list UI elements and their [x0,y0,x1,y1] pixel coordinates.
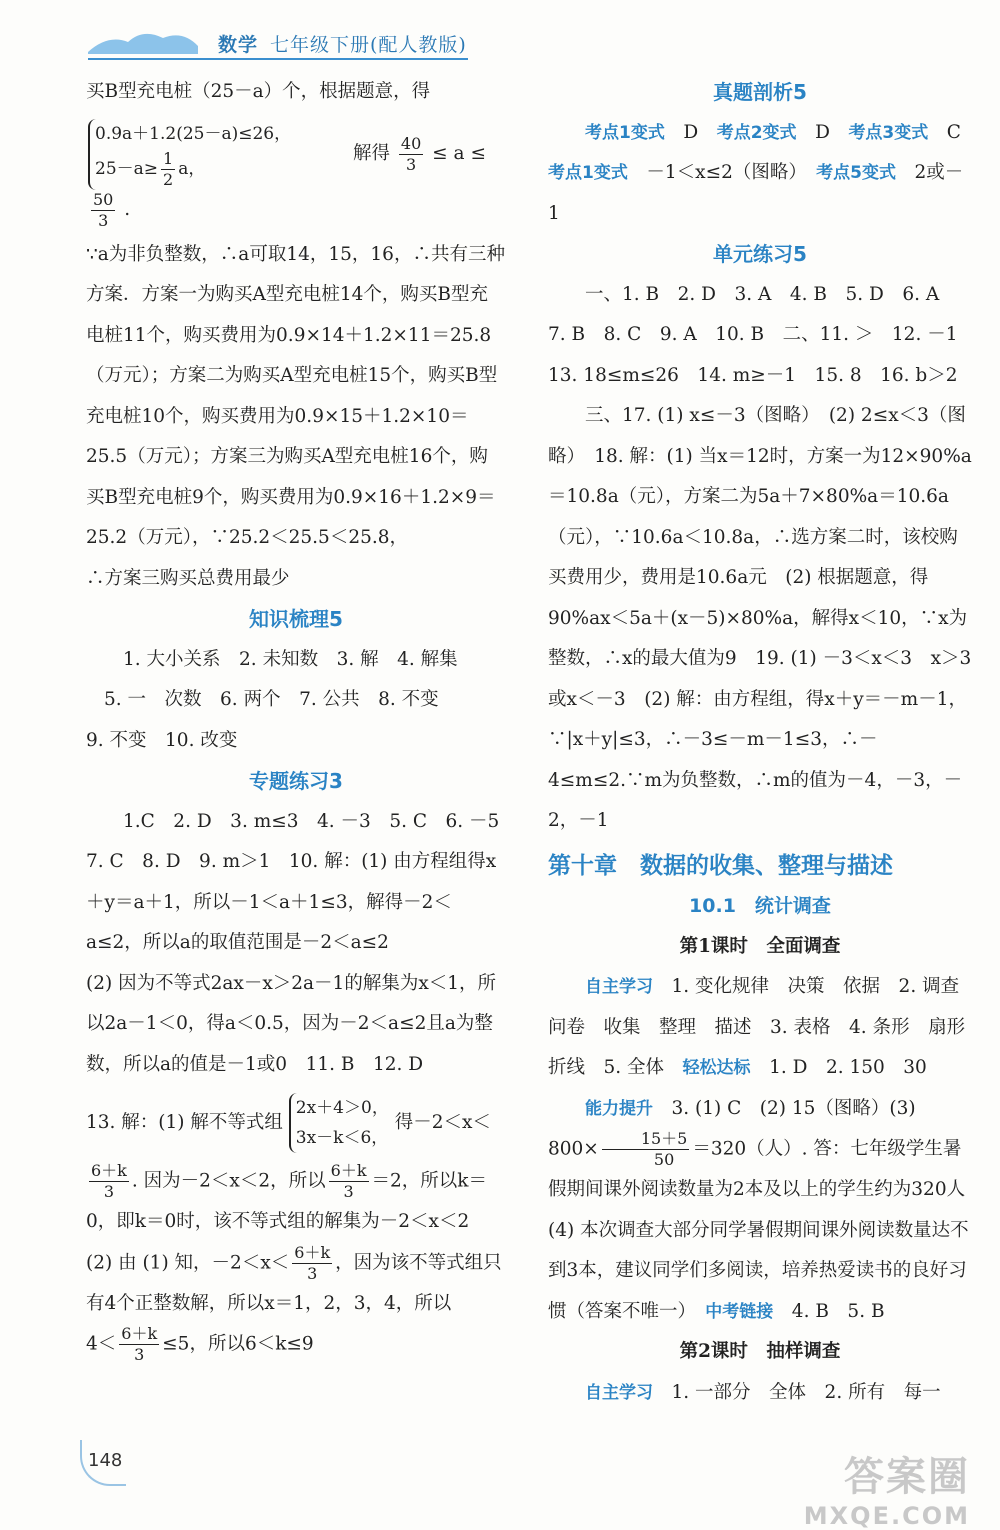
fraction-den: 3 [134,1345,145,1364]
left-solution-text: ∵a为非负整数，∴a可取14，15，16，∴共有三种方案．方案一为购买A型充电桩14个，购买B型充电桩11个，购买费用为0.9×14＋1.2×11＝25.8（万元）；方案二为购买A型充电桩15个，购买B型充电桩10个，购买费用为0.9×15＋1.2×10＝25.5（万元）；方案三为购买A型充电桩16个，购买B型充电桩9个，购买费用为0.9×16＋1.2×9＝25.2（万元），∵25.2＜25.5＜25.8， [86,243,505,548]
tag-easy: 轻松达标 [682,1058,751,1078]
system-row-2-pre: 25－a≥ [95,158,159,179]
fraction-20-50 [602,1129,690,1170]
tag-exam-link: 中考链接 [705,1301,774,1322]
lesson-2-title: 第2课时 抽样调查 [679,1341,841,1362]
fraction-den: 3 [307,1263,318,1283]
q13-line-2 [86,1161,506,1243]
header-book: 七年级下册(配人教版) [270,34,467,56]
fraction-den: 3 [343,1182,354,1201]
exam-analysis-answers [548,113,972,235]
q13-l3b: ，因为该不等式组只有4个正整数解，所以x＝1，2，3，4，所以 [86,1252,502,1314]
answer-3: C [946,121,961,143]
system-row-1: 0.9a＋1.2(25－a)≤26， [95,123,292,144]
lesson-1-title: 第1课时 全面调查 [679,935,841,957]
knowledge-line-3: 9. 不变 10. 改变 [86,729,238,751]
tag-ability: 能力提升 [585,1098,653,1119]
fraction-den: 3 [98,210,109,230]
watermark-logo: 答案圈 [844,1454,970,1500]
system-row-2-post: a， [178,158,206,179]
fraction-40-3 [399,134,423,175]
fraction-num: 1 [163,148,174,168]
q13-l3a: (2) 由 (1) 知，－2＜x＜ [86,1252,290,1273]
system2-row-1: 2x＋4＞0， [295,1098,389,1118]
fraction-num: 15＋5 [602,1129,690,1150]
knowledge-line-2: 5. 一 次数 6. 两个 7. 公共 8. 不变 [104,689,439,710]
answer-2: D [815,121,830,143]
cloud-wave-icon [88,24,198,54]
q13-post: 得－2＜x＜ [394,1112,491,1133]
fraction-6k-3 [89,1161,129,1202]
q13-l2b: ＝2，所以k＝0，即k＝0时，该不等式组的解集为－2＜x＜2 [86,1170,488,1232]
right-column [548,72,984,1413]
easy-answers: 1. D 2. 150 30 [769,1057,927,1078]
fraction-num: 6＋k [294,1242,331,1262]
answer-5: 2或－1 [548,162,964,224]
ability-line-2: ＝320（人）. 答：七年级学生暑假期间课外阅读数量为2本及以上的学生约为320人 (4) 本次调查大部分同学暑假期间课外阅读数量达不到3本，建议同学们多阅读，培养热爱读书的良好习惯（答案不唯一） [548,1138,984,1322]
topic-answers-2: (2) 因为不等式2ax－x＞2a－1的解集为x＜1，所以2a－1＜0，得a＜0.5，因为－2＜a≤2且a为整数，所以a的值是－1或0 11. B 12. D [86,972,497,1075]
inequality-system-1 [88,119,506,231]
fraction-half [161,149,175,190]
fraction-den: 50 [653,1150,675,1169]
unit-answers-1: 一、1. B 2. D 3. A 4. B 5. D 6. A 7. B 8. C 9. A 10. B 二、11. ＞ 12. －1 13. 18≤m≤26 14. m≥－1 15. 8 16. b＞2 [548,283,976,386]
ability-answers [548,1089,984,1333]
lesson-2-answers [548,1373,972,1414]
tag-point-1: 考点1变式 [585,122,665,143]
section-title: 10.1 统计调查 [689,895,831,917]
tag-self-study: 自主学习 [585,977,653,997]
fraction-num: 6＋k [330,1161,367,1180]
page-number: 148 [88,1450,123,1471]
system-row-2 [95,149,291,190]
fraction-num: 6＋k [121,1324,158,1343]
fraction-den: 3 [103,1182,115,1201]
self-study-answers-2: 1. 一部分 全体 2. 所有 每一 [671,1381,941,1403]
system-brace [88,119,291,190]
tag-point-4: 考点1变式 [548,163,628,183]
system-brace-2 [289,1093,389,1153]
header-title [218,30,467,57]
q13-l4a: 4＜ [86,1333,117,1355]
exam-link-answers: 4. B 5. B [791,1300,885,1322]
solve-end: . [124,199,131,220]
q13-l2a: . 因为－2＜x＜2，所以 [131,1170,326,1192]
tag-point-3: 考点3变式 [848,122,929,143]
unit-answers-2: 三、17. (1) x≤－3（图略） (2) 2≤x＜3（图略） 18. 解：(1) 当x＝12时，方案一为12×90%a＝10.8a（元），方案二为5a＋7×80%a＝10.6a（元），∵10.6a＜10.8a，∴选方案二时，该校购买费用少，费用是10.6a元 (2) 根据题意，得90%ax＜5a＋(x－5)×80%a，解得x＜10，∵x为整数，∴x的最大值为9 19. (1) －3＜x＜3 x＞3或x＜－3 (2) 解：由方程组，得x＋y＝－m－1，∵|x＋y|≤3，∴－3≤－m－1≤3，∴－4≤m≤2.∵m为负整数，∴m的值为－4，－3，－2，－1 [548,405,972,831]
header-subject: 数学 [218,34,259,56]
heading-unit-practice: 单元练习5 [713,242,807,266]
heading-knowledge-review: 知识梳理5 [249,607,343,631]
heading-exam-analysis: 真题剖析5 [713,80,807,104]
self-study-answers: 1. 变化规律 决策 依据 2. 调查问卷 收集 整理 描述 3. 表格 4. 条形 扇形 折线 5. 全体 [548,976,984,1078]
solve-pre: 解得 [353,143,391,164]
left-conclusion: ∴方案三购买总费用最少 [86,567,290,589]
topic-answers-1: 1.C 2. D 3. m≤3 4. －3 5. C 6. －5 7. C 8. D 9. m＞1 10. 解：(1) 由方程组得x＋y＝a＋1，所以－1＜a＋1≤3，解得－2＜a≤2，所以a的取值范围是－2＜a≤2 [86,810,518,953]
system2-row-2: 3x－k＜6， [295,1128,389,1148]
fraction-num: 40 [400,133,422,153]
left-line-1: 买B型充电桩（25－a）个，根据题意，得 [86,81,431,102]
q13-line-3 [86,1243,506,1325]
fraction-6k-3 [119,1324,159,1365]
fraction-num: 6＋k [91,1161,127,1180]
ability-line-1: 3. (1) C (2) 15（图略）(3) 800× [548,1097,916,1160]
watermark [804,1445,970,1530]
answer-1: D [683,121,699,143]
header-rule [88,58,468,60]
watermark-url: MXQE.COM [803,1502,970,1530]
left-column [86,72,518,1365]
chapter-title: 第十章 数据的收集、整理与描述 [548,852,893,879]
solve-mid: ≤ a ≤ [432,143,486,164]
fraction-6k-3 [292,1243,332,1284]
heading-topic-practice: 专题练习3 [249,769,343,793]
fraction-6k-3 [329,1161,369,1202]
tag-point-2: 考点2变式 [716,122,797,143]
q13-pre: 13. 解：(1) 解不等式组 [86,1112,283,1133]
q13-l4b: ≤5，所以6＜k≤9 [162,1333,314,1355]
tag-point-5: 考点5变式 [816,163,896,183]
fraction-50-3 [91,190,115,231]
tag-self-study-2: 自主学习 [585,1382,653,1403]
answer-4: －1＜x≤2（图略） [646,162,798,183]
knowledge-line-1: 1. 大小关系 2. 未知数 3. 解 4. 解集 [123,648,458,670]
fraction-num: 50 [93,189,114,209]
q13-line-4 [86,1324,506,1365]
fraction-den: 3 [406,154,417,174]
fraction-den: 2 [163,169,174,189]
page-header [0,0,1000,62]
lesson-1-answers [548,967,984,1089]
q13-line-1 [86,1093,506,1153]
